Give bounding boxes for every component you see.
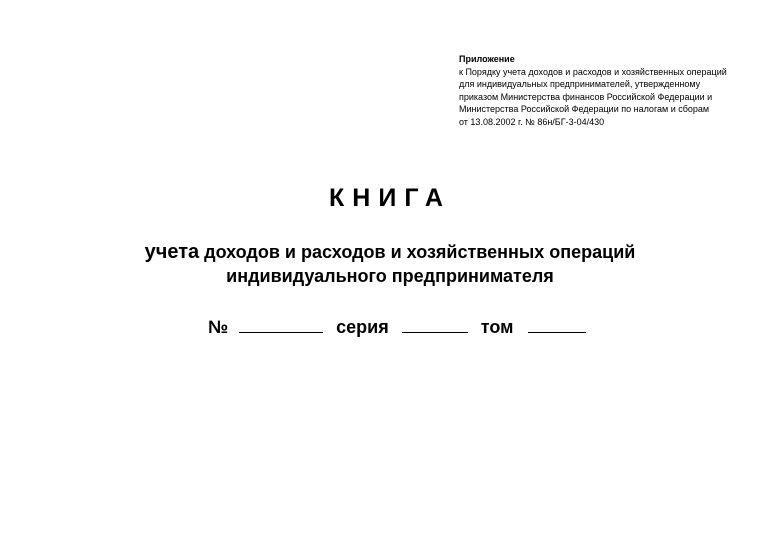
appendix-line: для индивидуальных предпринимателей, утвержденному (459, 79, 701, 89)
document-title: КНИГА (329, 184, 451, 212)
subtitle-lead-word: учета (144, 241, 200, 263)
number-blank[interactable] (239, 312, 323, 333)
appendix-line: от 13.08.2002 г. № 86н/БГ-3-04/430 (459, 116, 605, 127)
appendix-line: Министерства Российской Федерации по налогам и сборам (459, 104, 710, 114)
appendix-line: приказом Министерства финансов Российской Федерации и (459, 91, 713, 102)
series-blank[interactable] (402, 312, 468, 333)
subtitle-line-1 (120, 241, 660, 264)
series-label: серия (336, 317, 389, 337)
subtitle-line-2: индивидуального предпринимателя (226, 266, 554, 286)
appendix-heading: Приложение (459, 54, 515, 64)
appendix-line: к Порядку учета доходов и расходов и хозяйственных операций (459, 66, 727, 77)
book-id-fields (208, 312, 586, 338)
appendix-note (459, 53, 759, 128)
volume-label: том (480, 317, 514, 337)
number-label: № (208, 317, 229, 337)
volume-blank[interactable] (528, 312, 586, 333)
subtitle-line-1-rest: доходов и расходов и хозяйственных операций (199, 242, 636, 262)
